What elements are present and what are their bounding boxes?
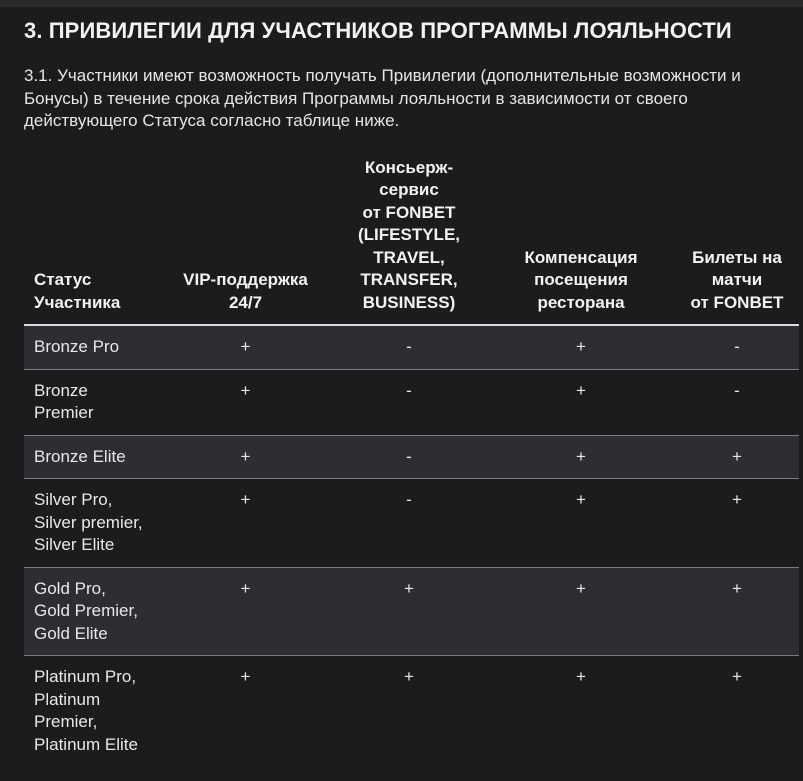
unavailable-mark: - <box>406 446 412 466</box>
status-cell <box>24 325 160 369</box>
available-mark: + <box>576 337 586 356</box>
header-line: BUSINESS) <box>362 292 456 312</box>
header-line: (LIFESTYLE, <box>358 225 460 244</box>
header-line: Билеты на <box>692 247 782 267</box>
status-line: Gold Pro, <box>34 578 106 598</box>
table-header-row <box>24 157 799 326</box>
unavailable-mark: - <box>406 337 412 356</box>
available-mark: + <box>240 667 251 686</box>
header-line: VIP-поддержка <box>183 270 308 289</box>
header-vip-support <box>160 157 331 326</box>
status-line: Platinum Pro, <box>34 667 137 686</box>
status-line: Premier, <box>34 712 98 731</box>
header-line: посещения <box>534 270 628 289</box>
available-mark: + <box>404 667 414 686</box>
status-line: Platinum <box>34 689 101 709</box>
available-mark: + <box>576 667 586 686</box>
header-status <box>24 157 160 326</box>
status-line: Silver premier, <box>34 512 143 532</box>
header-line: от FONBET <box>362 202 456 222</box>
header-line: Участника <box>34 292 121 312</box>
intro-paragraph: 3.1. Участники имеют возможность получать Привилегии (дополнительные возможности и Бонусы) в течение срока действия Программы лояльности в зависимости от своего действующего Статуса согласно таблице ниже. <box>24 66 741 130</box>
available-mark: + <box>576 380 586 400</box>
status-line: Bronze Elite <box>34 446 126 466</box>
available-mark: + <box>576 578 586 598</box>
top-edge-strip <box>0 0 803 7</box>
header-line: TRAVEL, <box>373 247 445 267</box>
available-mark: + <box>404 578 414 598</box>
status-cell <box>24 369 160 435</box>
status-line: Silver Elite <box>34 535 115 554</box>
header-line: ресторана <box>537 292 625 312</box>
unavailable-mark: - <box>406 380 412 400</box>
header-line: сервис <box>379 180 439 199</box>
available-mark: + <box>240 578 251 598</box>
status-line: Gold Elite <box>34 623 108 643</box>
header-restaurant-compensation <box>487 157 675 326</box>
available-mark: + <box>732 446 742 466</box>
available-mark: + <box>576 490 586 509</box>
status-cell <box>24 656 160 767</box>
header-line: Консьерж- <box>364 157 454 177</box>
table-row <box>24 325 799 369</box>
header-line: Компенсация <box>524 247 638 267</box>
table-row <box>24 435 799 479</box>
section-heading: 3. ПРИВИЛЕГИИ ДЛЯ УЧАСТНИКОВ ПРОГРАММЫ ЛОЯЛЬНОСТИ <box>24 18 732 43</box>
table-row <box>24 369 799 435</box>
status-cell <box>24 435 160 479</box>
privileges-table <box>24 157 799 767</box>
table-row <box>24 656 799 767</box>
header-line: от FONBET <box>690 292 784 312</box>
status-line: Gold Premier, <box>34 601 138 620</box>
available-mark: + <box>240 337 251 356</box>
unavailable-mark: - <box>734 380 740 400</box>
header-concierge <box>331 157 487 326</box>
available-mark: + <box>732 667 742 686</box>
header-match-tickets <box>675 157 799 326</box>
status-line: Silver Pro, <box>34 490 113 509</box>
header-line: матчи <box>711 270 763 289</box>
table-body <box>24 325 799 766</box>
status-cell <box>24 479 160 568</box>
unavailable-mark: - <box>406 490 412 509</box>
available-mark: + <box>732 578 742 598</box>
status-line: Premier <box>34 403 94 422</box>
available-mark: + <box>240 490 251 509</box>
document-section <box>24 17 800 766</box>
available-mark: + <box>732 490 742 509</box>
status-line: Platinum Elite <box>34 734 138 754</box>
table-row <box>24 479 799 568</box>
table-row <box>24 567 799 656</box>
status-line: Bronze <box>34 380 88 400</box>
header-line: TRANSFER, <box>360 270 458 289</box>
header-line: Статус <box>34 270 92 289</box>
available-mark: + <box>240 380 251 400</box>
header-line: 24/7 <box>228 292 263 312</box>
available-mark: + <box>240 446 251 466</box>
available-mark: + <box>576 446 586 466</box>
unavailable-mark: - <box>734 337 740 356</box>
status-line: Bronze Pro <box>34 337 120 356</box>
status-cell <box>24 567 160 656</box>
